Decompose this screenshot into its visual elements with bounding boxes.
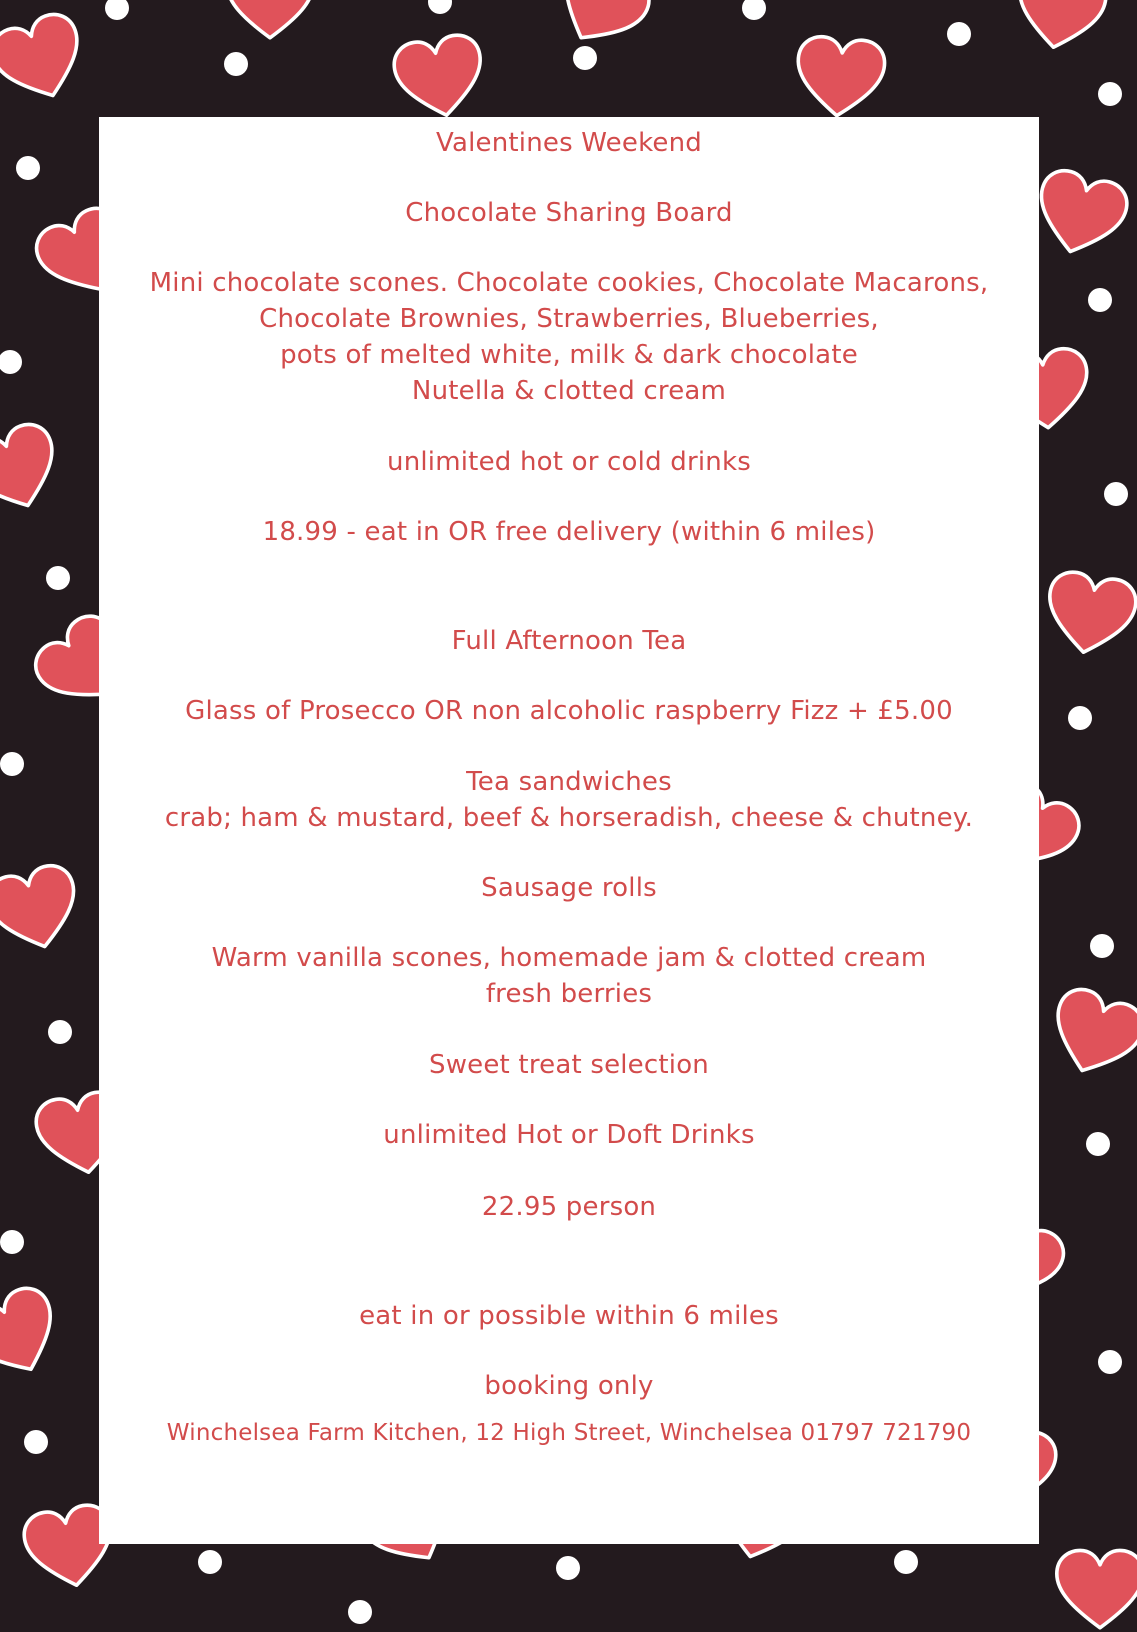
chocolate-board-heading: Chocolate Sharing Board bbox=[405, 198, 733, 228]
sandwiches-heading: Tea sandwiches bbox=[466, 767, 672, 797]
heart-icon bbox=[388, 29, 491, 127]
heart-icon bbox=[792, 32, 889, 124]
heart-icon bbox=[0, 5, 97, 115]
polka-dot bbox=[428, 0, 452, 14]
heart-icon bbox=[1038, 566, 1137, 664]
polka-dot bbox=[1086, 1132, 1110, 1156]
polka-dot bbox=[48, 1020, 72, 1044]
scones: Warm vanilla scones, homemade jam & clotted cream bbox=[211, 943, 927, 973]
berries: fresh berries bbox=[485, 979, 653, 1009]
polka-dot bbox=[947, 22, 971, 46]
heart-icon bbox=[225, 0, 315, 42]
chocolate-board-item: Mini chocolate scones. Chocolate cookies, Chocolate Macarons, bbox=[149, 268, 989, 298]
polka-dot bbox=[198, 1550, 222, 1574]
polka-dot bbox=[1068, 706, 1092, 730]
heart-icon bbox=[1038, 980, 1137, 1090]
polka-dot bbox=[556, 1556, 580, 1580]
footer-contact: Winchelsea Farm Kitchen, 12 High Street, Winchelsea 01797 721790 bbox=[166, 1420, 972, 1446]
afternoon-tea-price: 22.95 person bbox=[481, 1192, 657, 1222]
polka-dot bbox=[742, 0, 766, 20]
sandwiches-list: crab; ham & mustard, beef & horseradish, cheese & chutney. bbox=[164, 803, 974, 833]
polka-dot bbox=[16, 156, 40, 180]
heart-icon bbox=[0, 415, 72, 525]
polka-dot bbox=[24, 1430, 48, 1454]
chocolate-board-item: Chocolate Brownies, Strawberries, Blueberries, bbox=[259, 304, 879, 334]
polka-dot bbox=[894, 1550, 918, 1574]
menu-title: Valentines Weekend bbox=[436, 128, 702, 158]
chocolate-board-price: 18.99 - eat in OR free delivery (within 6 miles) bbox=[262, 517, 876, 547]
polka-dot bbox=[105, 0, 129, 20]
polka-dot bbox=[348, 1600, 372, 1624]
availability-note: eat in or possible within 6 miles bbox=[359, 1301, 779, 1331]
heart-icon bbox=[540, 0, 660, 64]
chocolate-board-drinks: unlimited hot or cold drinks bbox=[387, 447, 751, 477]
polka-dot bbox=[1098, 82, 1122, 106]
polka-dot bbox=[224, 52, 248, 76]
sweet-treats: Sweet treat selection bbox=[429, 1050, 709, 1080]
heart-icon bbox=[1055, 1548, 1137, 1632]
polka-dot bbox=[46, 566, 70, 590]
polka-dot bbox=[1088, 288, 1112, 312]
sausage-rolls: Sausage rolls bbox=[481, 873, 657, 903]
afternoon-tea-heading: Full Afternoon Tea bbox=[451, 626, 687, 656]
menu-card bbox=[99, 117, 1039, 1544]
prosecco-option: Glass of Prosecco OR non alcoholic raspberry Fizz + £5.00 bbox=[185, 696, 953, 726]
heart-icon bbox=[0, 858, 89, 962]
polka-dot bbox=[1104, 482, 1128, 506]
heart-icon bbox=[0, 1278, 74, 1392]
booking-note: booking only bbox=[484, 1371, 654, 1401]
chocolate-board-item: Nutella & clotted cream bbox=[411, 376, 727, 406]
polka-dot bbox=[0, 1230, 24, 1254]
polka-dot bbox=[0, 350, 22, 374]
heart-icon bbox=[1026, 163, 1135, 267]
chocolate-board-item: pots of melted white, milk & dark chocolate bbox=[280, 340, 858, 370]
afternoon-tea-drinks: unlimited Hot or Doft Drinks bbox=[383, 1120, 755, 1150]
heart-icon bbox=[1008, 0, 1111, 59]
polka-dot bbox=[1090, 934, 1114, 958]
polka-dot bbox=[0, 752, 24, 776]
polka-dot bbox=[1098, 1350, 1122, 1374]
